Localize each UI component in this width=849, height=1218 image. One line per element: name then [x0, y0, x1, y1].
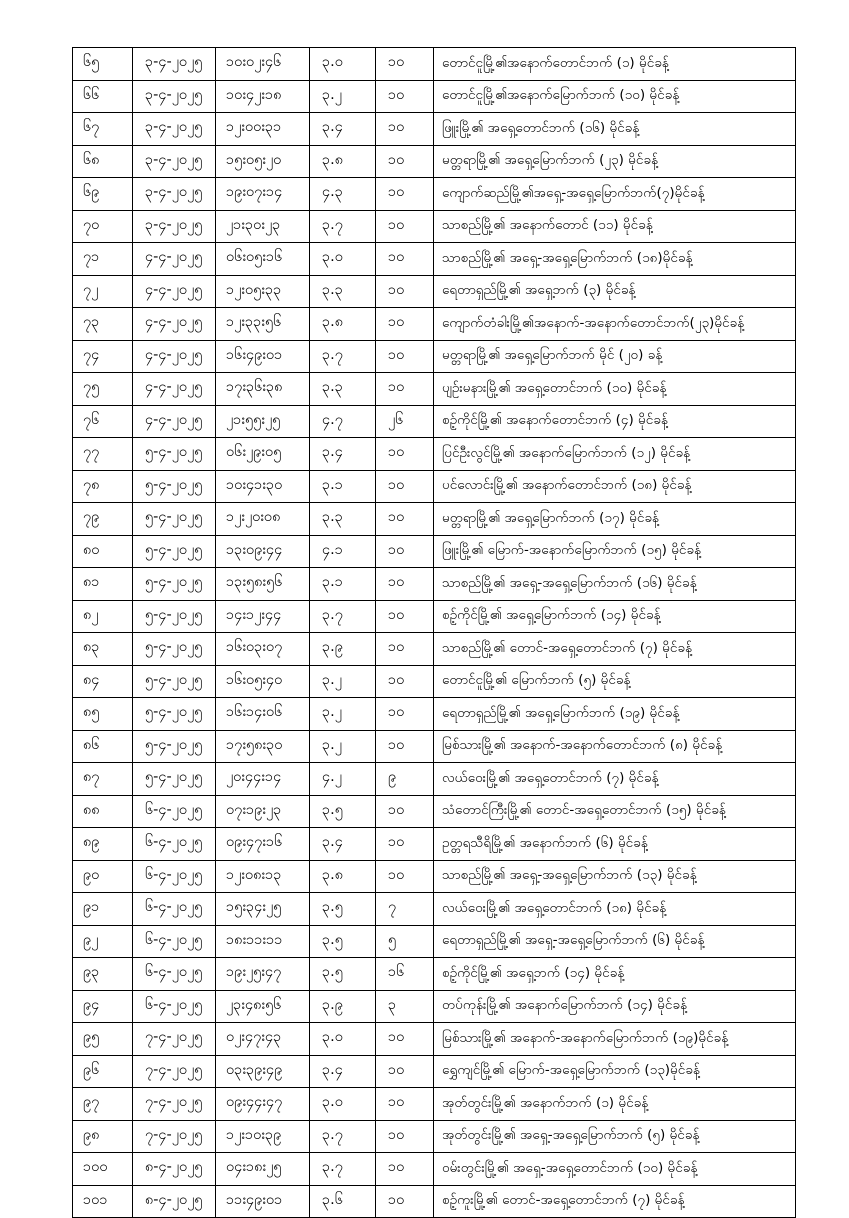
- time-cell: ၁၂း၀၅း၃၃: [216, 275, 310, 308]
- table-row: [73, 470, 796, 503]
- location-cell: ကျောက်ဆည်မြို့၏အရှေ့-အရှေ့မြောက်ဘက်(၇)မိုင်ခန့်: [434, 178, 796, 211]
- location-cell: စဉ့်ကူးမြို့၏ တောင်-အရှေ့တောင်ဘက် (၇) မိုင်ခန့်: [434, 1185, 796, 1218]
- table-row: [73, 1055, 796, 1088]
- location-cell: မတ္တရာမြို့၏ အရှေ့မြောက်ဘက် (၁၇) မိုင်ခန့်: [434, 503, 796, 536]
- location-cell: ဖြူးမြို့၏ အရှေ့တောင်ဘက် (၁၆) မိုင်ခန့်: [434, 113, 796, 146]
- date-cell: ၅-၄-၂၀၂၅: [133, 503, 216, 536]
- row-number-cell: ၇၅: [73, 373, 133, 406]
- location-cell: လယ်ဝေးမြို့၏ အရှေ့တောင်ဘက် (၁၈) မိုင်ခန့်: [434, 893, 796, 926]
- location-cell: မြစ်သားမြို့၏ အနောက်-အနောက်တောင်ဘက် (၈) မိုင်ခန့်: [434, 730, 796, 763]
- location-cell: တောင်ငူမြို့၏အနောက်တောင်ဘက် (၁) မိုင်ခန့်: [434, 48, 796, 81]
- magnitude-cell: ၃.၆: [310, 1185, 376, 1218]
- location-cell: ကျောက်တံခါးမြို့၏အနောက်-အနောက်တောင်ဘက်(၂၃)မိုင်ခန့်: [434, 308, 796, 341]
- depth-cell: ၁၀: [376, 48, 434, 81]
- date-cell: ၃-၄-၂၀၂၅: [133, 48, 216, 81]
- table-row: [73, 1153, 796, 1186]
- magnitude-cell: ၃.၂: [310, 665, 376, 698]
- location-cell: မြစ်သားမြို့၏ အနောက်-အနောက်မြောက်ဘက် (၁၉)မိုင်ခန့်: [434, 1023, 796, 1056]
- location-cell: သာစည်မြို့၏ အရှေ့-အရှေ့မြောက်ဘက် (၁၃) မိုင်ခန့်: [434, 860, 796, 893]
- date-cell: ၇-၄-၂၀၂၅: [133, 1088, 216, 1121]
- location-cell: စဉ့်ကိုင်မြို့၏ အရှေ့မြောက်ဘက် (၁၄) မိုင်ခန့်: [434, 600, 796, 633]
- time-cell: ၁၂း၃၃း၅၆: [216, 308, 310, 341]
- date-cell: ၅-၄-၂၀၂၅: [133, 600, 216, 633]
- table-row: [73, 1088, 796, 1121]
- location-cell: မတ္တရာမြို့၏ အရှေ့မြောက်ဘက် (၂၃) မိုင်ခန့်: [434, 145, 796, 178]
- date-cell: ၆-၄-၂၀၂၅: [133, 893, 216, 926]
- time-cell: ၁၂း၁၀း၃၉: [216, 1120, 310, 1153]
- time-cell: ၁၉း၂၅း၄၇: [216, 958, 310, 991]
- row-number-cell: ၉၄: [73, 990, 133, 1023]
- magnitude-cell: ၃.၇: [310, 600, 376, 633]
- row-number-cell: ၇၀: [73, 210, 133, 243]
- time-cell: ၁၄း၁၂း၄၄: [216, 600, 310, 633]
- magnitude-cell: ၃.၂: [310, 730, 376, 763]
- time-cell: ၁၂း၂၀း၀၈: [216, 503, 310, 536]
- time-cell: ၁၇း၃၆း၃၈: [216, 373, 310, 406]
- magnitude-cell: ၃.၄: [310, 828, 376, 861]
- table-row: [73, 210, 796, 243]
- row-number-cell: ၆၇: [73, 113, 133, 146]
- date-cell: ၇-၄-၂၀၂၅: [133, 1023, 216, 1056]
- magnitude-cell: ၃.၄: [310, 113, 376, 146]
- magnitude-cell: ၃.၅: [310, 795, 376, 828]
- time-cell: ၂၃း၄၈း၅၆: [216, 990, 310, 1023]
- depth-cell: ၁၀: [376, 275, 434, 308]
- magnitude-cell: ၃.၂: [310, 80, 376, 113]
- depth-cell: ၁၀: [376, 503, 434, 536]
- magnitude-cell: ၃.၅: [310, 893, 376, 926]
- location-cell: တောင်ငူမြို့၏အနောက်မြောက်ဘက် (၁၀) မိုင်ခန့်: [434, 80, 796, 113]
- row-number-cell: ၈၅: [73, 698, 133, 731]
- date-cell: ၃-၄-၂၀၂၅: [133, 210, 216, 243]
- row-number-cell: ၈၉: [73, 828, 133, 861]
- time-cell: ၁၃း၀၉း၄၄: [216, 535, 310, 568]
- location-cell: စဉ့်ကိုင်မြို့၏ အနောက်တောင်ဘက် (၄) မိုင်ခန့်: [434, 405, 796, 438]
- magnitude-cell: ၃.၄: [310, 1055, 376, 1088]
- depth-cell: ၁၀: [376, 1120, 434, 1153]
- table-row: [73, 828, 796, 861]
- magnitude-cell: ၃.၁: [310, 470, 376, 503]
- depth-cell: ၁၀: [376, 1055, 434, 1088]
- depth-cell: ၁၀: [376, 665, 434, 698]
- time-cell: ၁၆း၁၄း၀၆: [216, 698, 310, 731]
- location-cell: ရေတာရှည်မြို့၏ အရှေ့-အရှေ့မြောက်ဘက် (၆) မိုင်ခန့်: [434, 925, 796, 958]
- date-cell: ၇-၄-၂၀၂၅: [133, 1055, 216, 1088]
- table-row: [73, 958, 796, 991]
- depth-cell: ၁၀: [376, 470, 434, 503]
- date-cell: ၈-၄-၂၀၂၅: [133, 1185, 216, 1218]
- table-row: [73, 925, 796, 958]
- magnitude-cell: ၄.၇: [310, 405, 376, 438]
- depth-cell: ၁၀: [376, 178, 434, 211]
- time-cell: ၁၀း၄၂း၁၈: [216, 80, 310, 113]
- depth-cell: ၁၀: [376, 210, 434, 243]
- location-cell: စဉ့်ကိုင်မြို့၏ အရှေ့ဘက် (၁၄) မိုင်ခန့်: [434, 958, 796, 991]
- row-number-cell: ၈၀: [73, 535, 133, 568]
- time-cell: ၀၆း၂၉း၀၅: [216, 438, 310, 471]
- date-cell: ၈-၄-၂၀၂၅: [133, 1153, 216, 1186]
- row-number-cell: ၈၈: [73, 795, 133, 828]
- magnitude-cell: ၃.၃: [310, 503, 376, 536]
- date-cell: ၃-၄-၂၀၂၅: [133, 145, 216, 178]
- time-cell: ၀၄း၁၈း၂၅: [216, 1153, 310, 1186]
- earthquake-table: [72, 47, 796, 1218]
- time-cell: ၀၉း၄၄း၄၇: [216, 1088, 310, 1121]
- date-cell: ၆-၄-၂၀၂၅: [133, 828, 216, 861]
- location-cell: ရေတာရှည်မြို့၏ အရှေ့ဘက် (၃) မိုင်ခန့်: [434, 275, 796, 308]
- depth-cell: ၁၀: [376, 600, 434, 633]
- row-number-cell: ၈၆: [73, 730, 133, 763]
- location-cell: အုတ်တွင်းမြို့၏ အနောက်ဘက် (၁) မိုင်ခန့်: [434, 1088, 796, 1121]
- time-cell: ၁၀း၀၂း၄၆: [216, 48, 310, 81]
- magnitude-cell: ၃.၈: [310, 860, 376, 893]
- location-cell: ဝမ်းတွင်းမြို့၏ အရှေ့-အရှေ့တောင်ဘက် (၁၀) မိုင်ခန့်: [434, 1153, 796, 1186]
- time-cell: ၁၈း၁၁း၁၁: [216, 925, 310, 958]
- table-row: [73, 145, 796, 178]
- magnitude-cell: ၃.၀: [310, 1023, 376, 1056]
- table-row: [73, 568, 796, 601]
- row-number-cell: ၇၂: [73, 275, 133, 308]
- location-cell: ပင်လောင်းမြို့၏ အနောက်တောင်ဘက် (၁၈) မိုင်ခန့်: [434, 470, 796, 503]
- location-cell: ရေတာရှည်မြို့၏ အရှေ့မြောက်ဘက် (၁၉) မိုင်ခန့်: [434, 698, 796, 731]
- table-row: [73, 633, 796, 666]
- depth-cell: ၁၀: [376, 438, 434, 471]
- time-cell: ၁၅း၀၅း၂၀: [216, 145, 310, 178]
- magnitude-cell: ၃.၉: [310, 633, 376, 666]
- location-cell: ပြင်ဦးလွင်မြို့၏ အနောက်မြောက်ဘက် (၁၂) မိုင်ခန့်: [434, 438, 796, 471]
- location-cell: သာစည်မြို့၏ အရှေ့-အရှေ့မြောက်ဘက် (၁၆) မိုင်ခန့်: [434, 568, 796, 601]
- date-cell: ၅-၄-၂၀၂၅: [133, 665, 216, 698]
- depth-cell: ၁၀: [376, 568, 434, 601]
- depth-cell: ၃: [376, 990, 434, 1023]
- table-body: [73, 48, 796, 1218]
- date-cell: ၄-၄-၂၀၂၅: [133, 405, 216, 438]
- depth-cell: ၁၀: [376, 308, 434, 341]
- time-cell: ၁၆း၄၉း၀၁: [216, 340, 310, 373]
- date-cell: ၄-၄-၂၀၂၅: [133, 340, 216, 373]
- table-row: [73, 243, 796, 276]
- depth-cell: ၇: [376, 893, 434, 926]
- depth-cell: ၁၀: [376, 1023, 434, 1056]
- date-cell: ၅-၄-၂၀၂၅: [133, 633, 216, 666]
- magnitude-cell: ၃.၇: [310, 1120, 376, 1153]
- time-cell: ၁၅း၃၄း၂၅: [216, 893, 310, 926]
- row-number-cell: ၈၄: [73, 665, 133, 698]
- magnitude-cell: ၃.၄: [310, 438, 376, 471]
- table-row: [73, 405, 796, 438]
- time-cell: ၀၉း၄၇း၁၆: [216, 828, 310, 861]
- table-row: [73, 438, 796, 471]
- date-cell: ၆-၄-၂၀၂၅: [133, 860, 216, 893]
- row-number-cell: ၇၄: [73, 340, 133, 373]
- magnitude-cell: ၃.၂: [310, 698, 376, 731]
- date-cell: ၄-၄-၂၀၂၅: [133, 308, 216, 341]
- date-cell: ၅-၄-၂၀၂၅: [133, 763, 216, 796]
- earthquake-record-sheet: [72, 47, 796, 1218]
- magnitude-cell: ၃.၀: [310, 243, 376, 276]
- date-cell: ၅-၄-၂၀၂၅: [133, 470, 216, 503]
- magnitude-cell: ၃.၉: [310, 990, 376, 1023]
- time-cell: ၁၇း၅၈း၃၀: [216, 730, 310, 763]
- location-cell: သံတောင်ကြီးမြို့၏ တောင်-အရှေ့တောင်ဘက် (၁၅) မိုင်ခန့်: [434, 795, 796, 828]
- time-cell: ၀၆း၀၅း၁၆: [216, 243, 310, 276]
- row-number-cell: ၇၆: [73, 405, 133, 438]
- row-number-cell: ၉၃: [73, 958, 133, 991]
- table-row: [73, 113, 796, 146]
- location-cell: တပ်ကုန်းမြို့၏ အနောက်မြောက်ဘက် (၁၄) မိုင်ခန့်: [434, 990, 796, 1023]
- depth-cell: ၁၀: [376, 730, 434, 763]
- depth-cell: ၁၀: [376, 698, 434, 731]
- date-cell: ၃-၄-၂၀၂၅: [133, 178, 216, 211]
- magnitude-cell: ၄.၃: [310, 178, 376, 211]
- time-cell: ၀၇း၁၉း၂၃: [216, 795, 310, 828]
- table-row: [73, 373, 796, 406]
- time-cell: ၁၉း၀၇း၁၄: [216, 178, 310, 211]
- row-number-cell: ၉၆: [73, 1055, 133, 1088]
- row-number-cell: ၁၀၁: [73, 1185, 133, 1218]
- date-cell: ၅-၄-၂၀၂၅: [133, 438, 216, 471]
- table-row: [73, 860, 796, 893]
- depth-cell: ၁၀: [376, 340, 434, 373]
- row-number-cell: ၈၇: [73, 763, 133, 796]
- location-cell: သာစည်မြို့၏ တောင်-အရှေ့တောင်ဘက် (၇) မိုင်ခန့်: [434, 633, 796, 666]
- date-cell: ၅-၄-၂၀၂၅: [133, 568, 216, 601]
- row-number-cell: ၉၇: [73, 1088, 133, 1121]
- time-cell: ၀၃း၃၉း၄၉: [216, 1055, 310, 1088]
- row-number-cell: ၇၈: [73, 470, 133, 503]
- location-cell: သာစည်မြို့၏ အနောက်တောင် (၁၁) မိုင်ခန့်: [434, 210, 796, 243]
- row-number-cell: ၉၈: [73, 1120, 133, 1153]
- depth-cell: ၉: [376, 763, 434, 796]
- time-cell: ၂၁း၅၅း၂၅: [216, 405, 310, 438]
- table-row: [73, 990, 796, 1023]
- location-cell: လယ်ဝေးမြို့၏ အရှေ့တောင်ဘက် (၇) မိုင်ခန့်: [434, 763, 796, 796]
- depth-cell: ၁၀: [376, 1185, 434, 1218]
- row-number-cell: ၆၅: [73, 48, 133, 81]
- date-cell: ၆-၄-၂၀၂၅: [133, 925, 216, 958]
- date-cell: ၅-၄-၂၀၂၅: [133, 535, 216, 568]
- depth-cell: ၂၆: [376, 405, 434, 438]
- row-number-cell: ၆၆: [73, 80, 133, 113]
- location-cell: အုတ်တွင်းမြို့၏ အရှေ့-အရှေ့မြောက်ဘက် (၅) မိုင်ခန့်: [434, 1120, 796, 1153]
- location-cell: ဥတ္တရသီရိမြို့၏ အနောက်ဘက် (၆) မိုင်ခန့်: [434, 828, 796, 861]
- table-row: [73, 178, 796, 211]
- magnitude-cell: ၄.၁: [310, 535, 376, 568]
- depth-cell: ၁၀: [376, 795, 434, 828]
- magnitude-cell: ၃.၅: [310, 958, 376, 991]
- depth-cell: ၁၀: [376, 1088, 434, 1121]
- table-row: [73, 600, 796, 633]
- table-row: [73, 340, 796, 373]
- row-number-cell: ၇၇: [73, 438, 133, 471]
- location-cell: သာစည်မြို့၏ အရှေ့-အရှေ့မြောက်ဘက် (၁၈)မိုင်ခန့်: [434, 243, 796, 276]
- location-cell: ဖြူးမြို့၏ မြောက်-အနောက်မြောက်ဘက် (၁၅) မိုင်ခန့်: [434, 535, 796, 568]
- location-cell: ပျဉ်းမနားမြို့၏ အရှေ့တောင်ဘက် (၁၀) မိုင်ခန့်: [434, 373, 796, 406]
- row-number-cell: ၇၁: [73, 243, 133, 276]
- depth-cell: ၁၀: [376, 113, 434, 146]
- table-row: [73, 795, 796, 828]
- time-cell: ၂၁း၃၀း၂၃: [216, 210, 310, 243]
- depth-cell: ၁၀: [376, 373, 434, 406]
- table-row: [73, 1120, 796, 1153]
- date-cell: ၃-၄-၂၀၂၅: [133, 80, 216, 113]
- date-cell: ၄-၄-၂၀၂၅: [133, 275, 216, 308]
- date-cell: ၃-၄-၂၀၂၅: [133, 113, 216, 146]
- table-row: [73, 665, 796, 698]
- table-row: [73, 308, 796, 341]
- table-row: [73, 535, 796, 568]
- time-cell: ၁၆း၀၃း၀၇: [216, 633, 310, 666]
- date-cell: ၆-၄-၂၀၂၅: [133, 990, 216, 1023]
- depth-cell: ၁၀: [376, 1153, 434, 1186]
- magnitude-cell: ၃.၇: [310, 340, 376, 373]
- date-cell: ၄-၄-၂၀၂၅: [133, 373, 216, 406]
- table-row: [73, 1185, 796, 1218]
- time-cell: ၁၂း၀၈း၁၃: [216, 860, 310, 893]
- depth-cell: ၁၀: [376, 145, 434, 178]
- time-cell: ၂၀း၄၄း၁၄: [216, 763, 310, 796]
- date-cell: ၅-၄-၂၀၂၅: [133, 698, 216, 731]
- depth-cell: ၁၀: [376, 860, 434, 893]
- depth-cell: ၁၀: [376, 80, 434, 113]
- depth-cell: ၁၆: [376, 958, 434, 991]
- time-cell: ၀၂း၄၇း၄၃: [216, 1023, 310, 1056]
- magnitude-cell: ၃.၇: [310, 210, 376, 243]
- row-number-cell: ၉၅: [73, 1023, 133, 1056]
- magnitude-cell: ၃.၀: [310, 1088, 376, 1121]
- table-row: [73, 275, 796, 308]
- time-cell: ၁၀း၄၁း၃၀: [216, 470, 310, 503]
- location-cell: မတ္တရာမြို့၏ အရှေ့မြောက်ဘက် မိုင် (၂၀) ခန့်: [434, 340, 796, 373]
- table-row: [73, 893, 796, 926]
- time-cell: ၁၃း၅၈း၅၆: [216, 568, 310, 601]
- date-cell: ၆-၄-၂၀၂၅: [133, 958, 216, 991]
- magnitude-cell: ၃.၇: [310, 1153, 376, 1186]
- table-row: [73, 80, 796, 113]
- table-row: [73, 48, 796, 81]
- row-number-cell: ၇၉: [73, 503, 133, 536]
- date-cell: ၅-၄-၂၀၂၅: [133, 730, 216, 763]
- date-cell: ၄-၄-၂၀၂၅: [133, 243, 216, 276]
- row-number-cell: ၈၃: [73, 633, 133, 666]
- row-number-cell: ၁၀၀: [73, 1153, 133, 1186]
- row-number-cell: ၇၃: [73, 308, 133, 341]
- time-cell: ၁၆း၀၅း၄၀: [216, 665, 310, 698]
- time-cell: ၁၁း၄၉း၀၁: [216, 1185, 310, 1218]
- table-row: [73, 698, 796, 731]
- depth-cell: ၅: [376, 925, 434, 958]
- row-number-cell: ၆၈: [73, 145, 133, 178]
- depth-cell: ၁၀: [376, 535, 434, 568]
- magnitude-cell: ၃.၁: [310, 568, 376, 601]
- magnitude-cell: ၃.၅: [310, 925, 376, 958]
- row-number-cell: ၉၀: [73, 860, 133, 893]
- magnitude-cell: ၃.၀: [310, 48, 376, 81]
- magnitude-cell: ၃.၃: [310, 373, 376, 406]
- depth-cell: ၁၀: [376, 633, 434, 666]
- row-number-cell: ၉၂: [73, 925, 133, 958]
- date-cell: ၆-၄-၂၀၂၅: [133, 795, 216, 828]
- table-row: [73, 1023, 796, 1056]
- magnitude-cell: ၃.၃: [310, 275, 376, 308]
- row-number-cell: ၈၁: [73, 568, 133, 601]
- table-row: [73, 503, 796, 536]
- date-cell: ၇-၄-၂၀၂၅: [133, 1120, 216, 1153]
- row-number-cell: ၈၂: [73, 600, 133, 633]
- table-row: [73, 763, 796, 796]
- depth-cell: ၁၀: [376, 828, 434, 861]
- depth-cell: ၁၀: [376, 243, 434, 276]
- location-cell: တောင်ငူမြို့၏ မြောက်ဘက် (၅) မိုင်ခန့်: [434, 665, 796, 698]
- magnitude-cell: ၃.၈: [310, 308, 376, 341]
- row-number-cell: ၉၁: [73, 893, 133, 926]
- magnitude-cell: ၄.၂: [310, 763, 376, 796]
- time-cell: ၁၂း၀၀း၃၁: [216, 113, 310, 146]
- magnitude-cell: ၃.၈: [310, 145, 376, 178]
- table-row: [73, 730, 796, 763]
- row-number-cell: ၆၉: [73, 178, 133, 211]
- location-cell: ရွှေကျင်မြို့၏ မြောက်-အရှေ့မြောက်ဘက် (၁၃)မိုင်ခန့်: [434, 1055, 796, 1088]
